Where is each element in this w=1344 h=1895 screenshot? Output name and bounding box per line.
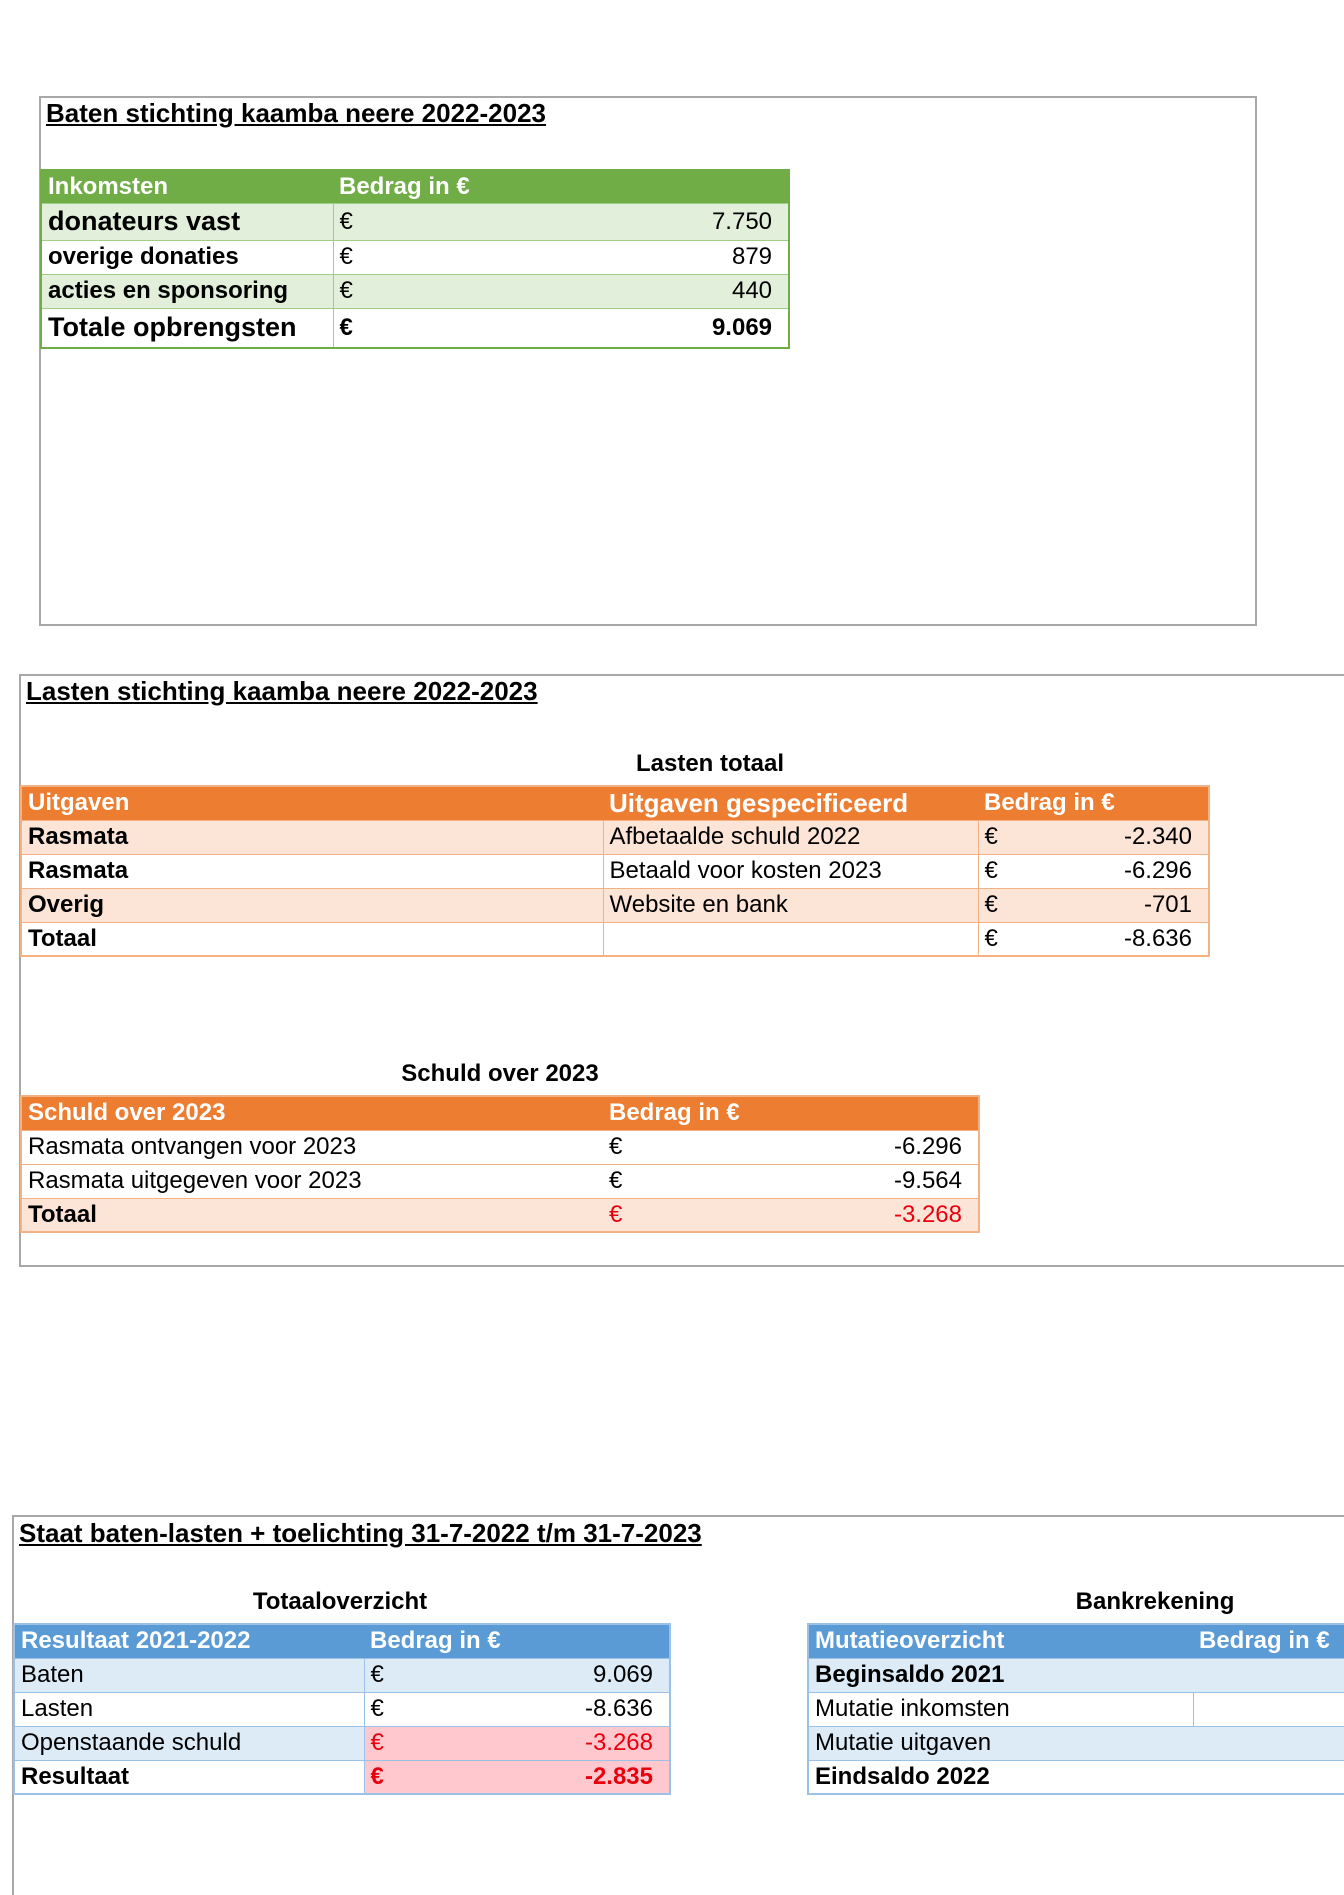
lasten-header-row <box>21 786 1209 820</box>
currency-symbol: € <box>333 203 373 240</box>
currency-symbol: € <box>603 1198 643 1232</box>
header-bedrag: Bedrag in € <box>603 1096 979 1130</box>
row-amount: -2.835 <box>404 1760 670 1794</box>
row-spec <box>603 922 978 956</box>
row-amount: 440 <box>373 274 789 308</box>
header-inkomsten: Inkomsten <box>41 170 333 203</box>
header-mutatieoverzicht: Mutatieoverzicht <box>808 1624 1193 1658</box>
header-bedrag: Bedrag in € <box>333 170 789 203</box>
row-label: donateurs vast <box>41 203 333 240</box>
currency-symbol: € <box>978 854 1018 888</box>
header-uitgaven: Uitgaven <box>21 786 603 820</box>
table-row <box>41 240 789 274</box>
row-amount: -701 <box>1018 888 1209 922</box>
lasten-totaal-table <box>20 785 1210 957</box>
schuld-caption: Schuld over 2023 <box>401 1060 599 1087</box>
row-label: overige donaties <box>41 240 333 274</box>
header-bedrag: Bedrag in € <box>978 786 1209 820</box>
row-label: Eindsaldo 2022 <box>808 1760 1344 1794</box>
currency-symbol: € <box>333 274 373 308</box>
row-amount: -6.296 <box>643 1130 979 1164</box>
staat-title: Staat baten-lasten + toelichting 31-7-2022 t/m 31-7-2023 <box>19 1518 702 1548</box>
table-row <box>21 888 1209 922</box>
row-label: Mutatie uitgaven <box>808 1726 1344 1760</box>
row-label: Openstaande schuld <box>14 1726 364 1760</box>
row-amount: 7.750 <box>373 203 789 240</box>
header-bedrag: Bedrag in € <box>1193 1624 1344 1658</box>
row-label: Totaal <box>21 1198 603 1232</box>
bankrekening-caption: Bankrekening <box>1075 1588 1235 1615</box>
schuld-header-row <box>21 1096 979 1130</box>
lasten-totaal-caption: Lasten totaal <box>635 750 785 777</box>
total-row <box>21 922 1209 956</box>
row-label: Rasmata ontvangen voor 2023 <box>21 1130 603 1164</box>
inkomsten-header-row <box>41 170 789 203</box>
row-label: Mutatie inkomsten <box>808 1692 1193 1726</box>
table-row <box>14 1726 670 1760</box>
header-schuld: Schuld over 2023 <box>21 1096 603 1130</box>
totaaloverzicht-header-row <box>14 1624 670 1658</box>
row-label: Rasmata <box>21 820 603 854</box>
currency-symbol: € <box>364 1658 404 1692</box>
table-row <box>14 1692 670 1726</box>
currency-symbol: € <box>603 1130 643 1164</box>
bankrekening-table <box>807 1623 1344 1795</box>
total-row <box>21 1198 979 1232</box>
currency-symbol: € <box>333 308 373 348</box>
table-row <box>808 1658 1344 1692</box>
currency-symbol: € <box>978 820 1018 854</box>
table-row <box>21 854 1209 888</box>
currency-symbol: € <box>603 1164 643 1198</box>
row-amount: -9.564 <box>643 1164 979 1198</box>
totaaloverzicht-caption: Totaaloverzicht <box>252 1588 428 1615</box>
table-row <box>21 1130 979 1164</box>
row-amount: 9.069 <box>404 1658 670 1692</box>
row-amount: -8.636 <box>404 1692 670 1726</box>
row-amount: -8.636 <box>1018 922 1209 956</box>
bankrekening-header-row <box>808 1624 1344 1658</box>
table-row <box>14 1658 670 1692</box>
currency-symbol: € <box>364 1692 404 1726</box>
table-row <box>808 1692 1344 1726</box>
table-row <box>41 274 789 308</box>
lasten-title: Lasten stichting kaamba neere 2022-2023 <box>26 676 538 706</box>
row-label: Overig <box>21 888 603 922</box>
inkomsten-table <box>40 169 790 349</box>
row-amount: -3.268 <box>643 1198 979 1232</box>
total-row <box>41 308 789 348</box>
row-label: Beginsaldo 2021 <box>808 1658 1344 1692</box>
row-amount: -6.296 <box>1018 854 1209 888</box>
row-label: acties en sponsoring <box>41 274 333 308</box>
currency-symbol: € <box>333 240 373 274</box>
baten-title: Baten stichting kaamba neere 2022-2023 <box>46 98 547 128</box>
row-amount: -2.340 <box>1018 820 1209 854</box>
row-label: Rasmata <box>21 854 603 888</box>
currency-symbol: € <box>978 922 1018 956</box>
table-row <box>21 1164 979 1198</box>
schuld-table <box>20 1095 980 1233</box>
total-row <box>14 1760 670 1794</box>
row-label: Lasten <box>14 1692 364 1726</box>
row-spec: Betaald voor kosten 2023 <box>603 854 978 888</box>
currency-symbol: € <box>364 1726 404 1760</box>
table-row <box>41 203 789 240</box>
row-amount: 879 <box>373 240 789 274</box>
table-row <box>808 1726 1344 1760</box>
header-resultaat: Resultaat 2021-2022 <box>14 1624 364 1658</box>
header-uitgaven-gespecificeerd: Uitgaven gespecificeerd <box>603 786 978 820</box>
row-label: Totaal <box>21 922 603 956</box>
empty-amount-cell <box>1193 1692 1344 1726</box>
row-amount: -3.268 <box>404 1726 670 1760</box>
total-row <box>808 1760 1344 1794</box>
totaaloverzicht-table <box>13 1623 671 1795</box>
currency-symbol: € <box>978 888 1018 922</box>
currency-symbol: € <box>364 1760 404 1794</box>
row-amount: 9.069 <box>373 308 789 348</box>
header-bedrag: Bedrag in € <box>364 1624 670 1658</box>
row-label: Totale opbrengsten <box>41 308 333 348</box>
row-label: Baten <box>14 1658 364 1692</box>
row-spec: Afbetaalde schuld 2022 <box>603 820 978 854</box>
row-label: Rasmata uitgegeven voor 2023 <box>21 1164 603 1198</box>
row-label: Resultaat <box>14 1760 364 1794</box>
row-spec: Website en bank <box>603 888 978 922</box>
table-row <box>21 820 1209 854</box>
